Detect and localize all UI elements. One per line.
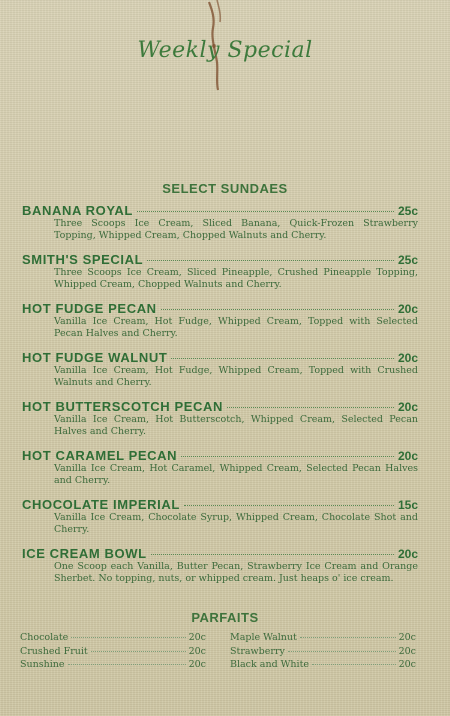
parfait-name: Black and White bbox=[230, 659, 310, 670]
menu-item bbox=[22, 350, 418, 389]
menu-title: Weekly Special bbox=[137, 38, 313, 63]
item-description: Vanilla Ice Cream, Hot Fudge, Whipped Cream, Topped with Selected Pecan Halves and Cherry. bbox=[54, 316, 418, 339]
parfait-row bbox=[20, 631, 206, 645]
item-description: Vanilla Ice Cream, Hot Fudge, Whipped Cream, Topped with Crushed Walnuts and Cherry. bbox=[54, 365, 418, 388]
menu-item bbox=[22, 301, 418, 340]
dotted-leader bbox=[312, 664, 396, 665]
parfait-name: Crushed Fruit bbox=[20, 645, 88, 657]
item-description: Vanilla Ice Cream, Hot Butterscotch, Whipped Cream, Selected Pecan Halves and Cherry. bbox=[54, 414, 418, 437]
menu-item bbox=[22, 546, 418, 585]
dotted-leader bbox=[161, 309, 394, 310]
menu-item bbox=[22, 497, 418, 536]
dotted-leader bbox=[171, 358, 394, 359]
item-description: Vanilla Ice Cream, Chocolate Syrup, Whipped Cream, Chocolate Shot and Cherry. bbox=[54, 512, 418, 535]
item-price: 15c bbox=[397, 498, 418, 512]
dotted-leader bbox=[91, 651, 186, 652]
parfait-name: Strawberry bbox=[230, 645, 285, 657]
parfait-column-left bbox=[20, 631, 206, 672]
item-price: 20c bbox=[397, 351, 418, 365]
parfait-row bbox=[20, 658, 206, 672]
item-description: Three Scoops Ice Cream, Sliced Banana, Quick-Frozen Strawberry Topping, Whipped Cream, Chopped Walnuts and Cherry. bbox=[54, 218, 418, 241]
item-name: HOT FUDGE WALNUT bbox=[22, 350, 168, 365]
dotted-leader bbox=[71, 637, 185, 638]
item-description: Three Scoops Ice Cream, Sliced Pineapple, Crushed Pineapple Topping, Whipped Cream, Chopped Walnuts and Cherry. bbox=[54, 267, 418, 290]
item-name: ICE CREAM BOWL bbox=[22, 546, 147, 561]
sundae-list bbox=[22, 203, 418, 595]
menu-item bbox=[22, 399, 418, 438]
parfait-price: 20c bbox=[398, 645, 416, 657]
item-price: 20c bbox=[397, 547, 418, 561]
parfait-price: 20c bbox=[398, 659, 416, 670]
dotted-leader bbox=[288, 651, 396, 652]
menu-item bbox=[22, 252, 418, 291]
dotted-leader bbox=[184, 505, 394, 506]
dotted-leader bbox=[227, 407, 394, 408]
parfait-row bbox=[20, 645, 206, 659]
dotted-leader bbox=[300, 637, 396, 638]
item-name: HOT BUTTERSCOTCH PECAN bbox=[22, 399, 223, 414]
parfait-price: 20c bbox=[188, 632, 206, 643]
menu-item bbox=[22, 448, 418, 487]
item-price: 25c bbox=[397, 204, 418, 218]
dotted-leader bbox=[151, 554, 394, 555]
item-name: BANANA ROYAL bbox=[22, 203, 133, 218]
item-name: HOT FUDGE PECAN bbox=[22, 301, 157, 316]
parfait-name: Sunshine bbox=[20, 659, 65, 670]
item-name: SMITH'S SPECIAL bbox=[22, 252, 144, 267]
parfait-row bbox=[230, 645, 416, 659]
item-name: CHOCOLATE IMPERIAL bbox=[22, 497, 180, 512]
item-description: One Scoop each Vanilla, Butter Pecan, Strawberry Ice Cream and Orange Sherbet. No topping, nuts, or whipped cream. Just heaps o' ice cream. bbox=[54, 561, 418, 584]
parfait-row bbox=[230, 658, 416, 672]
dotted-leader bbox=[68, 664, 186, 665]
parfait-name: Chocolate bbox=[20, 632, 69, 643]
menu-item bbox=[22, 203, 418, 242]
parfait-list bbox=[20, 631, 416, 672]
dotted-leader bbox=[181, 456, 394, 457]
item-name: HOT CARAMEL PECAN bbox=[22, 448, 178, 463]
item-price: 25c bbox=[397, 253, 418, 267]
parfait-price: 20c bbox=[398, 632, 416, 643]
dotted-leader bbox=[147, 260, 394, 261]
parfait-row bbox=[230, 631, 416, 645]
section-heading-parfaits: PARFAITS bbox=[191, 610, 259, 625]
item-price: 20c bbox=[397, 400, 418, 414]
section-heading-sundaes: SELECT SUNDAES bbox=[162, 181, 288, 196]
item-price: 20c bbox=[397, 302, 418, 316]
parfait-price: 20c bbox=[188, 659, 206, 670]
parfait-name: Maple Walnut bbox=[230, 632, 297, 643]
dotted-leader bbox=[137, 211, 394, 212]
parfait-price: 20c bbox=[188, 645, 206, 657]
parfait-column-right bbox=[230, 631, 416, 672]
item-description: Vanilla Ice Cream, Hot Caramel, Whipped Cream, Selected Pecan Halves and Cherry. bbox=[54, 463, 418, 486]
item-price: 20c bbox=[397, 449, 418, 463]
